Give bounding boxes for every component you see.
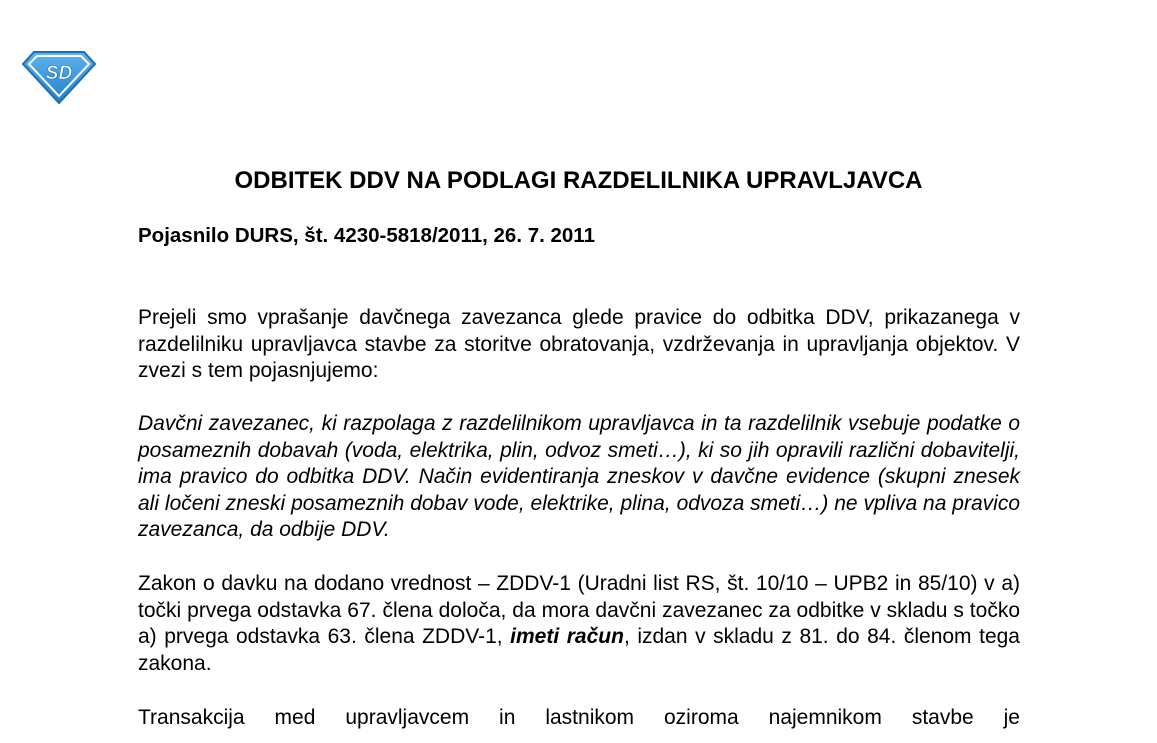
paragraph-law-text-1: Zakon o davku na dodano vrednost – ZDDV-1 (Uradni list RS, št. 10/10 – UPB2 in 85/10) v a) točki prvega odstavka 67. člena določa, da mora davčni zavezanec za odbitke v skladu s točko a) prvega odstavka 63. člena ZDDV-1, bbox=[138, 572, 1020, 648]
svg-text:SD: SD bbox=[45, 63, 73, 84]
document-subtitle: Pojasnilo DURS, št. 4230-5818/2011, 26. 7. 2011 bbox=[138, 224, 595, 247]
paragraph-answer: Davčni zavezanec, ki razpolaga z razdelilnikom upravljavca in ta razdelilnik vsebuje podatke o posameznih dobavah (voda, elektrika, plin, odvoz smeti…), ki so jih opravili različni dobavitelji, ima pravico do odbitka DDV. Način evidentiranja zneskov v davčne evidence (skupni znesek ali ločeni zneski posameznih dobav vode, elektrike, plina, odvoza smeti…) ne vpliva na pravico zavezanca, da odbije DDV. bbox=[138, 412, 1020, 541]
company-logo-icon bbox=[22, 50, 96, 104]
paragraph-transaction: Transakcija med upravljavcem in lastnikom oziroma najemnikom stavbe je bbox=[138, 706, 1020, 729]
paragraph-law-emphasis: imeti račun bbox=[510, 625, 624, 648]
paragraph-intro: Prejeli smo vprašanje davčnega zavezanca glede pravice do odbitka DDV, prikazanega v razdelilniku upravljavca stavbe za storitve obratovanja, vzdrževanja in upravljanja objektov. V zvezi s tem pojasnjujemo: bbox=[138, 306, 1020, 382]
paragraph-law bbox=[138, 571, 1020, 677]
paragraph-law-text-2: , izdan v skladu z 81. do 84. členom tega zakona. bbox=[138, 625, 1020, 675]
document-title: ODBITEK DDV NA PODLAGI RAZDELILNIKA UPRAVLJAVCA bbox=[234, 167, 923, 194]
